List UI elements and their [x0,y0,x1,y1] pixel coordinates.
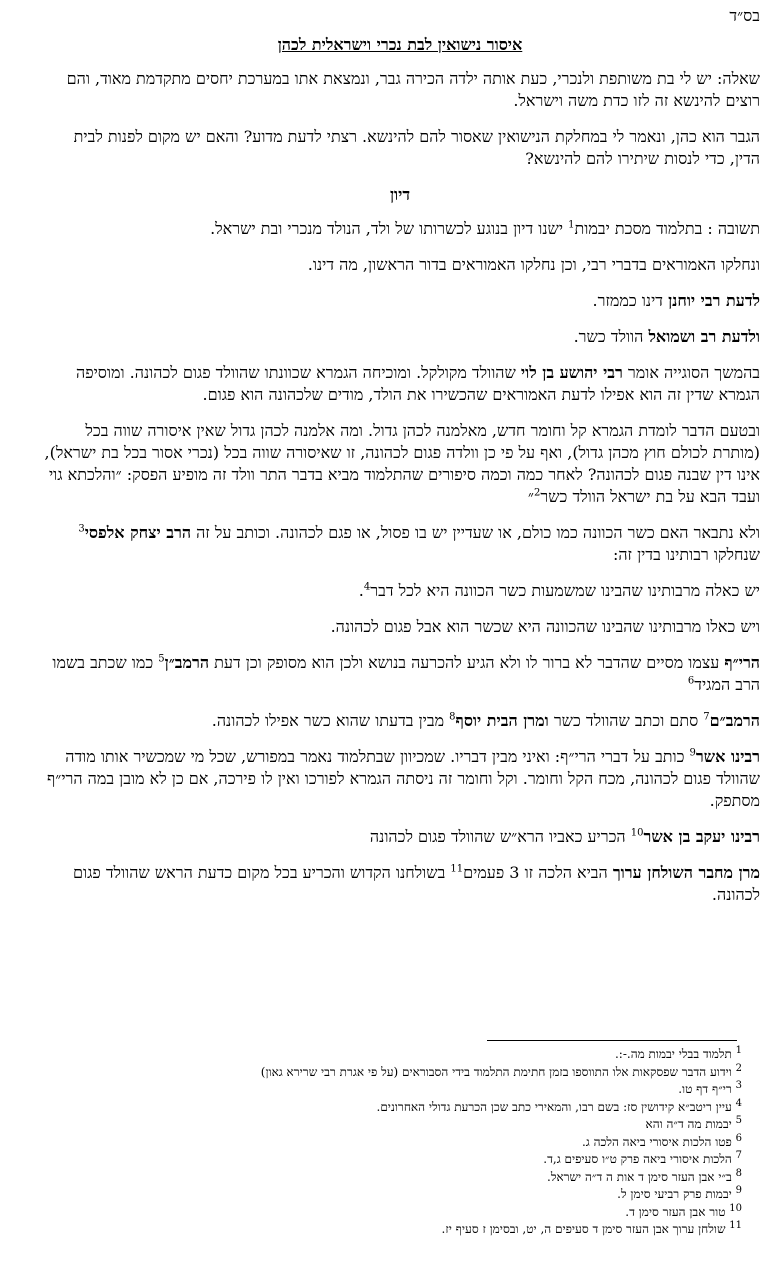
footnote-text: שולחן ערוך אבן העזר סימן ד סעיפים ה, יט, ובסימן ז סעיף יז. [441,1222,730,1236]
footnote [40,1099,742,1117]
footnote-number: 5 [735,1115,742,1126]
paragraph-tur [40,826,760,848]
document-page [40,6,760,920]
footnote-number: 4 [735,1097,742,1109]
paragraph-rambam [40,710,760,732]
text: דינו כממזר. [592,291,669,310]
bsd-mark: בס״ד [729,6,760,25]
text: הוולד כשר. [573,327,649,346]
bold-name: הרב יצחק אלפסי [84,523,192,542]
footnote [40,1169,742,1187]
footnote-ref: 5 [158,653,165,665]
footnote-number: 2 [735,1062,742,1074]
paragraph-rabbi-yochanan [40,290,760,312]
footnote [40,1116,742,1134]
text: שנחלקו רבותינו בדין זה: [612,545,760,564]
footnote-text: וידוע הדבר שפסקאות אלו התווספו בזמן חתימת התלמוד בידי הסבוראים (על פי אגרת רבי שרירא גאון) [260,1064,736,1079]
footnote-text: תלמוד בבלי יבמות מה.-:. [614,1047,736,1061]
footnote-number: 10 [729,1202,742,1214]
text: הביא הלכה זו 3 פעמים [463,863,613,882]
paragraph-shulchan-aruch [40,862,760,906]
question-paragraph-2: הגבר הוא כהן, ונאמר לי במחלקת הנישואין שאסור להם להינשא. רצתי לדעת מדוע? והאם יש מקום לפנות לבית הדין, כדי לנסות שיתירו להם להינשא? [73,127,760,168]
discussion-heading: דיון [389,185,411,204]
text: . [358,581,364,600]
footnote-ref: 9 [689,747,696,759]
paragraph-rav-shmuel [40,326,760,348]
footnote-text: רי״ף דף טו. [678,1082,736,1096]
text: תשובה : בתלמוד מסכת יבמות [574,219,760,238]
paragraph-rabbi-yehoshua [40,362,760,406]
bold-name: רבי יהושע בן לוי [520,363,623,382]
paragraph-kal-vachomer [40,420,760,508]
text: הכריע כאביו הרא״ש שהוולד פגום לכהונה [369,827,631,846]
paragraph-rif [40,652,760,696]
footnote [40,1081,742,1099]
footnote-separator [487,1040,737,1041]
footnote [40,1064,742,1082]
footnote-text: פטו הלכות איסורי ביאה הלכה ג. [581,1134,736,1149]
text: עצמו מסיים שהדבר לא ברור לו ולא הגיע להכרעה בנושא ולכן הוא מסופק וכן דעת [209,653,725,672]
text: יש כאלה מרבותינו שהבינו שמשמעות כשר הכוונה היא לכל דבר [370,581,760,600]
answer-paragraph [40,218,760,240]
footnote-number: 6 [735,1132,742,1144]
bold-name: לדעת רבי יוחנן [668,291,760,310]
text: ישנו דיון בנוגע לכשרותו של ולד, הנולד מנכרי ובת ישראל. [210,219,569,238]
footnote-number: 1 [735,1045,742,1056]
text: כותב על דברי הרי״ף: ואיני מבין דבריו. שמכיוון שבתלמוד נאמר במפורש, שכל מי שמכשיר אותו מודה שהוולד פגום לכהונה, מכח הקל וחומר. וקל וחומר זה ניסתה הגמרא לפורכו ואין לו פירכה, אם כן לא מובן במה הרי״ף מסתפק. [46,747,760,810]
footnote-number: 8 [735,1167,742,1179]
text: כמו שכתב בשמו הרב המגיד [52,653,760,694]
footnote-ref: 10 [630,827,644,839]
footnote-ref: 8 [449,711,456,723]
footnote-text: הלכות איסורי ביאה פרק ט״ו סעיפים ג,ד. [543,1152,736,1166]
footnote [40,1046,742,1064]
paragraph-amoraim: ונחלקו האמוראים בדברי רבי, וכן נחלקו האמוראים בדור הראשון, מה דינו. [307,255,760,274]
bold-name: מרן מחבר השולחן ערוך [612,863,760,882]
bold-name: ומרן הבית יוסף [455,711,549,730]
footnote [40,1134,742,1152]
bold-name: רבינו יעקב בן אשר [643,827,760,846]
footnote-number: 11 [729,1220,742,1231]
text: ״ [527,487,534,506]
paragraph-rosh [40,746,760,812]
footnote-text: טור אבן העזר סימן ד. [625,1204,730,1219]
text: בשולחנו הקדוש והכריע בכל מקום כדעת הראש שהוולד פגום לכהונה. [73,863,760,904]
footnote [40,1186,742,1204]
paragraph-opinion-1 [40,580,760,602]
text: ובטעם הדבר לומדת הגמרא קל וחומר חדש, מאלמנה לכהן גדול. ומה אלמנה לכהן גדול שאין איסורה שווה בכל (מותרת לכולם חוץ מכהן גדול), ואף על פי כן וולדה פגום לכהונה, זו שאיסורה שווה בכל (נכרי אסור בכל בת ישראל), אינו דין שבנה פגום לכהונה? לאחר כמה וכמה סיפורים שהתלמוד מביא בדבר התר וולד זה מופיע הפסק: ״והלכתא גוי ועבד הבא על בת ישראל הוולד כשר [44,421,760,506]
question-paragraph-1: שאלה: יש לי בת משותפת ולנכרי, כעת אותה ילדה הכירה גבר, ונמצאת אתו במערכת יחסים מתקדמת מאוד, והם רוצים להינשא זה לזו כדת משה וישראל. [66,69,760,110]
bold-name: הרמב״ם [709,711,760,730]
footnote-text: ב״י אבן העזר סימן ד אות ה ד״ה ישראל. [547,1169,736,1184]
footnote-text: יבמות מה ד״ה והא [645,1117,736,1131]
footnote-ref: 7 [703,711,710,723]
footnote-text: עיין ריטב״א קידושין סז: בשם רבו, והמאירי כתב שכן הכרעת גדולי האחרונים. [376,1099,736,1114]
footnote-ref: 4 [363,581,371,593]
footnote-ref: 6 [687,675,695,687]
bold-name: ולדעת רב ושמואל [648,327,760,346]
bold-name: רבינו אשר [695,747,760,766]
footnote [40,1221,742,1239]
text: מבין בדעתו שהוא כשר אפילו לכהונה. [211,711,450,730]
footnote [40,1151,742,1169]
text: סתם וכתב שהוולד כשר [548,711,704,730]
paragraph-alfasi [40,522,760,566]
text: בהמשך הסוגייה אומר [622,363,760,382]
text: ולא נתבאר האם כשר הכוונה כמו כולם, או שעדיין יש בו פסול, או פגם לכהונה. וכותב על זה [191,523,760,542]
paragraph-opinion-2: ויש כאלו מרבותינו שהבינו שהכוונה היא שכשר הוא אבל פגום לכהונה. [330,617,760,636]
footnote-number: 3 [735,1080,742,1091]
footnote-text: יבמות פרק רביעי סימן ל. [617,1187,736,1201]
text: שהוולד מקולקל. ומוכיחה הגמרא שכוונתו שהוולד פגום לכהונה. ומוסיפה הגמרא שדין זה הוא אפילו לדעת האמוראים שהכשירו את הולד, מודים שלכהונה הוא פגום. [76,363,760,404]
footnotes [40,1046,742,1239]
footnote-number: 7 [735,1150,742,1161]
footnote-number: 9 [735,1185,742,1196]
document-title: איסור נישואין לבת נכרי וישראלית לכהן [277,35,523,54]
footnote-ref: 11 [450,863,464,875]
footnote [40,1204,742,1222]
bold-name: הרמב״ן [164,653,210,672]
bold-name: הרי״ף [724,653,760,672]
footnote-ref: 1 [568,219,575,231]
footnote-ref: 2 [533,487,541,499]
footnote-ref: 3 [78,523,85,535]
